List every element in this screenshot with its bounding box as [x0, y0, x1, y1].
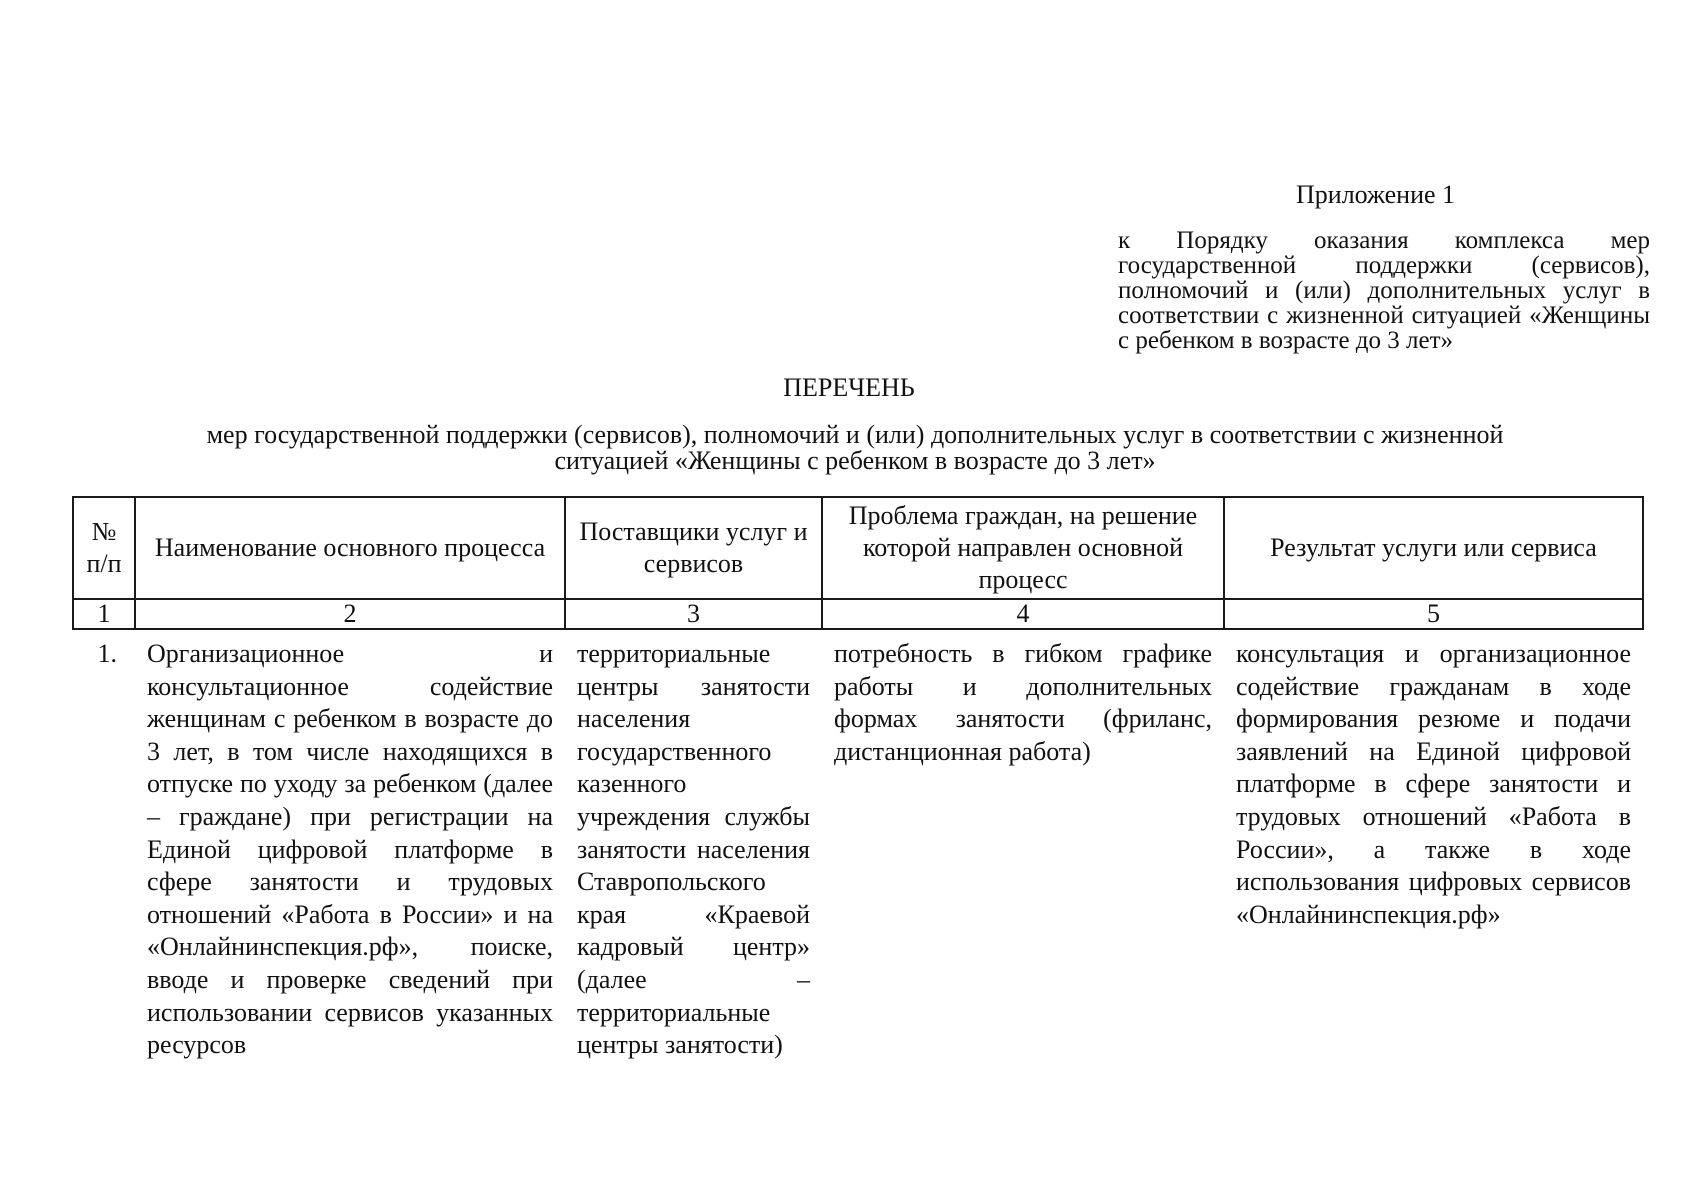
table-header-row: [73, 497, 1643, 599]
document-title: ПЕРЕЧЕНЬ: [783, 373, 915, 402]
column-header-problem: Проблема граждан, на решение которой направлен основной процесс: [822, 497, 1224, 599]
column-number: 4: [822, 599, 1224, 629]
column-header-providers: Поставщики услуг и сервисов: [565, 497, 822, 599]
column-number: 1: [73, 599, 135, 629]
document-subtitle: мер государственной поддержки (сервисов), полномочий и (или) дополнительных услуг в соответствии с жизненной ситуацией «Женщины с ребенком в возрасте до 3 лет»: [206, 420, 1504, 475]
column-number: 2: [135, 599, 565, 629]
column-number: 5: [1224, 599, 1643, 629]
column-header-number: № п/п: [73, 497, 135, 599]
providers-cell: территориальные центры занятости населения государственного казенного учреждения службы занятости населения Ставропольского края «Краевой кадровый центр» (далее – территориальные центры занятости): [577, 639, 810, 1060]
measures-table: [72, 496, 1644, 1062]
column-number: 3: [565, 599, 822, 629]
problem-cell: потребность в гибком графике работы и дополнительных формах занятости (фриланс, дистанционная работа): [834, 639, 1212, 766]
column-header-result: Результат услуги или сервиса: [1224, 497, 1643, 599]
column-number-row: [73, 599, 1643, 629]
process-cell: Организационное и консультационное содействие женщинам с ребенком в возрасте до 3 лет, в том числе находящихся в отпуске по уходу за ребенком (далее – граждане) при регистрации на Единой цифровой платформе в сфере занятости и трудовых отношений «Работа в России» и на «Онлайнинспекция.рф», поиске, вводе и проверке сведений при использовании сервисов указанных ресурсов: [147, 639, 553, 1060]
table-row: [73, 629, 1643, 1062]
annex-label: Приложение 1: [1296, 180, 1456, 209]
column-header-process: Наименование основного процесса: [135, 497, 565, 599]
result-cell: консультация и организационное содействие гражданам в ходе формирования резюме и подачи заявлений на Единой цифровой платформе в сфере занятости и трудовых отношений «Работа в России», а также в ходе использования цифровых сервисов «Онлайнинспекция.рф»: [1236, 639, 1631, 929]
row-number: 1.: [97, 639, 117, 668]
annex-reference: к Порядку оказания комплекса мер государственной поддержки (сервисов), полномочий и (или) дополнительных услуг в соответствии с жизненной ситуацией «Женщины с ребенком в возрасте до 3 лет»: [1118, 227, 1650, 354]
